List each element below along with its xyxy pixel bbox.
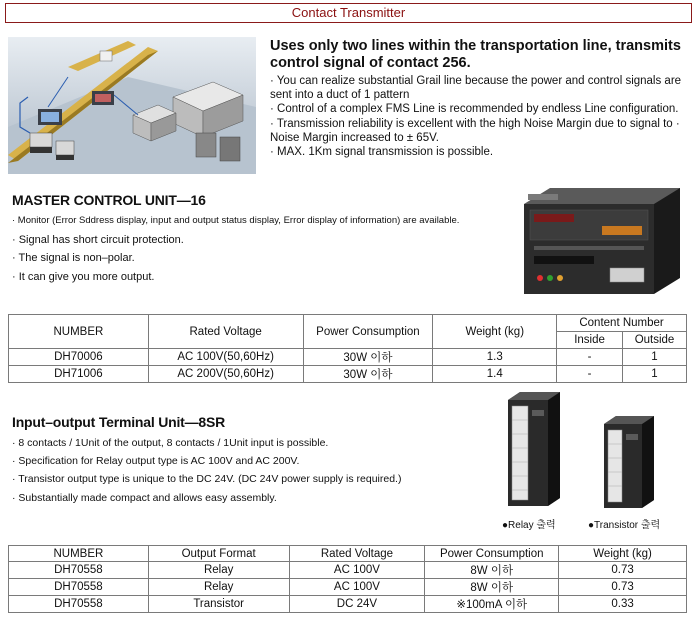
cell-power: 8W 이하 xyxy=(425,562,559,579)
transistor-output-unit-photo xyxy=(598,414,658,514)
list-item: · The signal is non–polar. xyxy=(12,252,135,264)
cell-voltage: DC 24V xyxy=(289,596,425,613)
cell-power: ※100mA 이하 xyxy=(425,596,559,613)
io-unit-spec-table xyxy=(8,545,687,613)
cell-power: 30W 이하 xyxy=(303,349,433,366)
cell-voltage: AC 100V xyxy=(289,579,425,596)
list-item: · You can realize substantial Grail line because the power and control signals are sent into a duct of 1 pattern xyxy=(270,75,682,102)
list-item: · Specification for Relay output type is AC 100V and AC 200V. xyxy=(12,455,300,468)
header-power-consumption: Power Consumption xyxy=(425,546,559,562)
header-output-format: Output Format xyxy=(148,546,289,562)
master-unit-bullet-list xyxy=(12,212,512,286)
list-item: · Signal has short circuit protection. xyxy=(12,233,184,246)
cell-format: Transistor xyxy=(148,596,289,613)
list-item: · MAX. 1Km signal transmission is possible. xyxy=(270,146,494,159)
cell-inside: - xyxy=(557,366,623,383)
header-content-number: Content Number xyxy=(557,315,687,332)
list-item: · Monitor (Error Sddress display, input and output status display, Error display of information) are available. xyxy=(12,215,460,226)
relay-caption: ●Relay 출력 xyxy=(502,520,556,531)
cell-weight: 1.4 xyxy=(433,366,557,383)
header-outside: Outside xyxy=(623,332,687,349)
transistor-caption: ●Transistor 출력 xyxy=(588,520,661,531)
cell-number: DH70006 xyxy=(9,349,149,366)
cell-number: DH70558 xyxy=(9,596,149,613)
list-item: · Transmission reliability is excellent with the high Noise Margin due to signal to · Noise Margin increased to ± 65V. xyxy=(270,117,680,144)
transport-line-illustration xyxy=(8,37,256,174)
list-item: · Substantially made compact and allows easy assembly. xyxy=(12,491,277,504)
master-control-unit-photo xyxy=(520,186,684,298)
cell-number: DH70558 xyxy=(9,562,149,579)
master-unit-spec-table xyxy=(8,314,687,383)
list-item: · 8 contacts / 1Unit of the output, 8 contacts / 1Unit input is possible. xyxy=(12,437,329,449)
header-number: NUMBER xyxy=(9,546,149,562)
cell-outside: 1 xyxy=(623,366,687,383)
cell-inside: - xyxy=(557,349,623,366)
hero-bullet-list xyxy=(270,74,690,159)
hero-description xyxy=(270,38,690,159)
cell-number: DH70558 xyxy=(9,579,149,596)
header-power-consumption: Power Consumption xyxy=(303,315,433,349)
hero-heading: Uses only two lines within the transportation line, transmits control signal of contact 256. xyxy=(270,38,681,71)
cell-weight: 0.33 xyxy=(559,596,687,613)
cell-voltage: AC 200V(50,60Hz) xyxy=(148,366,303,383)
header-rated-voltage: Rated Voltage xyxy=(148,315,303,349)
table-row xyxy=(9,562,687,579)
table-row xyxy=(9,596,687,613)
cell-power: 30W 이하 xyxy=(303,366,433,383)
header-number: NUMBER xyxy=(9,315,149,349)
cell-weight: 1.3 xyxy=(433,349,557,366)
page-title: Contact Transmitter xyxy=(5,3,692,23)
cell-number: DH71006 xyxy=(9,366,149,383)
header-weight: Weight (kg) xyxy=(433,315,557,349)
cell-voltage: AC 100V(50,60Hz) xyxy=(148,349,303,366)
cell-format: Relay xyxy=(148,579,289,596)
table-row xyxy=(9,349,687,366)
cell-power: 8W 이하 xyxy=(425,579,559,596)
cell-format: Relay xyxy=(148,562,289,579)
io-unit-bullet-list xyxy=(12,434,492,507)
cell-voltage: AC 100V xyxy=(289,562,425,579)
list-item: · Transistor output type is unique to the DC 24V. (DC 24V power supply is required.) xyxy=(12,473,402,486)
cell-weight: 0.73 xyxy=(559,562,687,579)
header-rated-voltage: Rated Voltage xyxy=(289,546,425,562)
table-row xyxy=(9,366,687,383)
header-weight: Weight (kg) xyxy=(559,546,687,562)
table-row xyxy=(9,579,687,596)
list-item: · It can give you more output. xyxy=(12,270,155,283)
cell-outside: 1 xyxy=(623,349,687,366)
cell-weight: 0.73 xyxy=(559,579,687,596)
header-inside: Inside xyxy=(557,332,623,349)
list-item: · Control of a complex FMS Line is recommended by endless Line configuration. xyxy=(270,103,679,116)
io-unit-title: Input–output Terminal Unit—8SR xyxy=(12,414,226,430)
relay-output-unit-photo xyxy=(502,390,564,514)
master-unit-title: MASTER CONTROL UNIT—16 xyxy=(12,192,206,208)
